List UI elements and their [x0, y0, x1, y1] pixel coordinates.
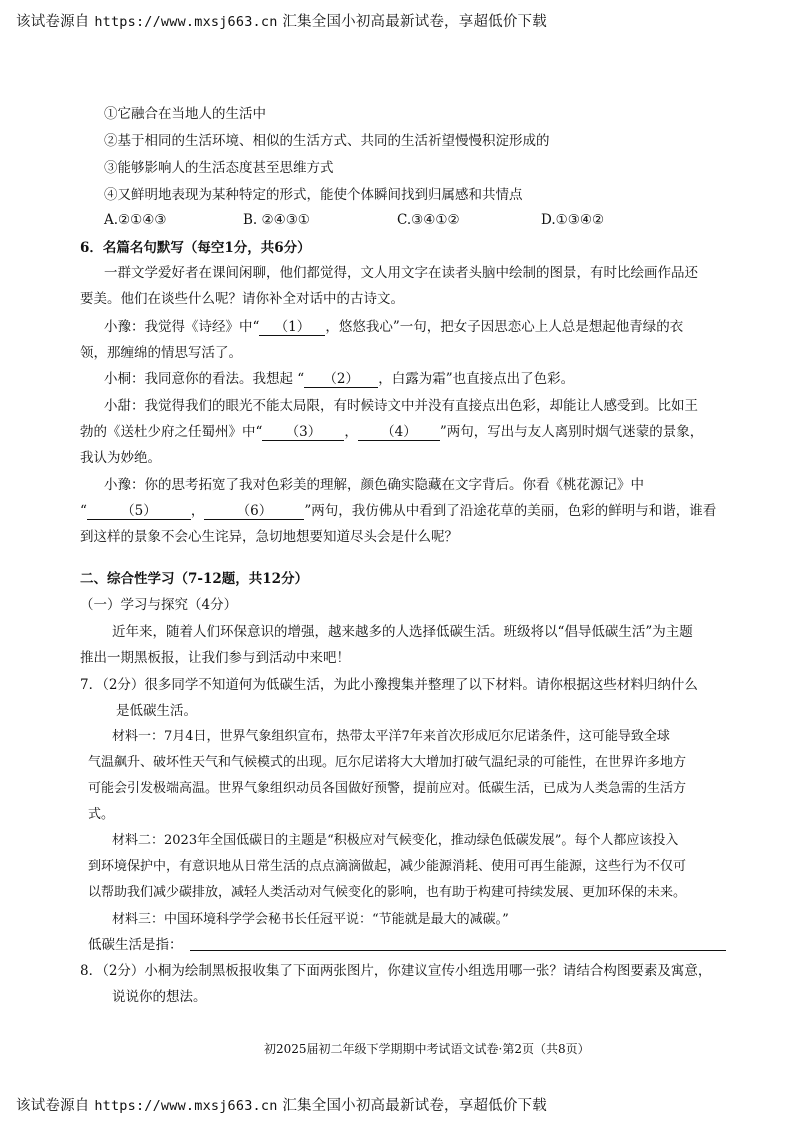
q5-option-d: D.①③④② [541, 212, 605, 228]
q7-answer-label: 低碳生活是指： [88, 937, 183, 953]
q5-item-3: ③能够影响人的生活态度甚至思维方式 [104, 160, 334, 176]
q7-material1-l4: 式。 [88, 807, 115, 822]
q7-material2-l3: 以帮助我们减少碳排放，减轻人类活动对气候变化的影响，也有助于构建可持续发展、更加环保的未来。 [88, 885, 687, 900]
blank-5[interactable]: （5） [87, 504, 191, 520]
q7-material3: 材料三：中国环境科学学会秘书长任冠平说：“节能就是最大的减碳。” [112, 912, 509, 927]
section2-intro-line1: 近年来，随着人们环保意识的增强，越来越多的人选择低碳生活。班级将以“倡导低碳生活”为主题 [112, 624, 693, 640]
q6-xiaotian-line3: 我认为妙绝。 [80, 450, 161, 466]
q6-comma: ， [344, 424, 358, 440]
q6-comma-2: ， [190, 503, 205, 519]
banner-url[interactable]: https://www.mxsj663.cn [94, 1098, 278, 1114]
q8-line2: 说说你的想法。 [112, 989, 207, 1005]
section2-sub1: （一）学习与探究（4分） [80, 597, 238, 613]
q7-line1: 7．（2分）很多同学不知道何为低碳生活，为此小豫搜集并整理了以下材料。请你根据这些材料归纳什么 [80, 677, 698, 693]
q6-xiaotong-line [104, 366, 574, 392]
q6-quote-open: “ [80, 503, 87, 519]
blank-1[interactable]: （1） [259, 320, 325, 336]
banner-url[interactable]: https://www.mxsj663.cn [94, 14, 278, 30]
q5-item-2: ②基于相同的生活环境、相似的生活方式、共同的生活祈望慢慢积淀形成的 [104, 133, 550, 149]
section2-intro-line2: 推出一期黑板报，让我们参与到活动中来吧！ [80, 650, 350, 666]
q6-xiaoyu-line1 [104, 314, 683, 340]
blank-4[interactable]: （4） [358, 425, 440, 441]
q6-xiaoyu-a: 小豫：我觉得《诗经》中“ [104, 319, 260, 335]
q6-xiaotian-b: ”两句，写出与友人离别时烟气迷蒙的景象， [439, 424, 704, 440]
q5-option-a: A.②①④③ [104, 212, 167, 228]
q6-xiaotian-line1: 小甜：我觉得我们的眼光不能太局限，有时候诗文中并没有直接点出色彩，却能让人感受到。比如王 [104, 398, 698, 414]
q7-material2-l1: 材料二：2023年全国低碳日的主题是“积极应对气候变化，推动绿色低碳发展”。每个人都应该投入 [112, 833, 679, 848]
bottom-banner [16, 1094, 547, 1115]
q6-intro-line2: 要美。他们在谈些什么呢？请你补全对话中的古诗文。 [80, 291, 404, 307]
q5-option-c: C.③④①② [397, 212, 460, 228]
banner-prefix: 该试卷源自 [16, 1098, 90, 1114]
section2-title: 二、综合性学习（7-12题，共12分） [80, 571, 309, 587]
q6-xiaotian-a: 勃的《送杜少府之任蜀州》中“ [80, 424, 263, 440]
q6-xiaoyu-b: ，悠悠我心”一句，把女子因思恋心上人总是想起他青绿的衣 [325, 319, 684, 335]
q6-xiaozhu-line2 [80, 498, 716, 524]
blank-2[interactable]: （2） [304, 372, 378, 388]
q7-material1-l1: 材料一：7月4日，世界气象组织宣布，热带太平洋7年来首次形成厄尔尼诺条件，这可能导致全球 [112, 729, 670, 744]
q6-xiaozhu-b: ”两句，我仿佛从中看到了沿途花草的美丽，色彩的鲜明与和谐，谁看 [304, 503, 717, 519]
q7-answer-line[interactable] [190, 950, 726, 951]
q5-option-b: B. ②④③① [243, 212, 310, 228]
q6-xiaozhu-line1: 小豫：你的思考拓宽了我对色彩美的理解，颜色确实隐藏在文字背后。你看《桃花源记》中 [104, 477, 644, 493]
banner-suffix: 汇集全国小初高最新试卷，享超低价下载 [282, 1098, 547, 1114]
page-footer: 初2025届初二年级下学期期中考试语文试卷·第2页（共8页） [264, 1042, 590, 1056]
blank-3[interactable]: （3） [262, 425, 344, 441]
q5-item-1: ①它融合在当地人的生活中 [104, 106, 266, 122]
q6-xiaotong-a: 小桐：我同意你的看法。我想起 “ [104, 371, 305, 387]
q6-xiaotong-b: ，白露为霜”也直接点出了色彩。 [378, 371, 575, 387]
banner-prefix: 该试卷源自 [16, 14, 90, 30]
q8-line1: 8．（2分）小桐为绘制黑板报收集了下面两张图片，你建议宣传小组选用哪一张？请结合构图要素及寓意， [80, 963, 712, 979]
banner-suffix: 汇集全国小初高最新试卷，享超低价下载 [282, 14, 547, 30]
q6-xiaoyu-line2: 领，那缠绵的情思写活了。 [80, 345, 242, 361]
q6-intro-line1: 一群文学爱好者在课间闲聊，他们都觉得，文人用文字在读者头脑中绘制的图景，有时比绘画作品还 [104, 265, 698, 281]
q7-material1-l2: 气温飙升、破坏性天气和气候模式的出现。厄尔尼诺将大大增加打破气温纪录的可能性，在世界许多地方 [88, 755, 687, 770]
q7-material1-l3: 可能会引发极端高温。世界气象组织动员各国做好预警，提前应对。低碳生活，已成为人类急需的生活方 [88, 781, 687, 796]
blank-6[interactable]: （6） [204, 504, 304, 520]
q5-item-4: ④又鲜明地表现为某种特定的形式，能使个体瞬间找到归属感和共情点 [104, 187, 523, 203]
q7-material2-l2: 到环境保护中，有意识地从日常生活的点点滴滴做起，减少能源消耗、使用可再生能源，这些行为不仅可 [88, 859, 687, 874]
q7-line2: 是低碳生活。 [116, 703, 197, 719]
q6-title: 6．名篇名句默写（每空1分，共6分） [80, 240, 311, 256]
q6-xiaozhu-line3: 到这样的景象不会心生诧异，急切地想要知道尽头会是什么呢？ [80, 529, 458, 545]
top-banner [16, 10, 547, 31]
q6-xiaotian-line2 [80, 419, 703, 445]
